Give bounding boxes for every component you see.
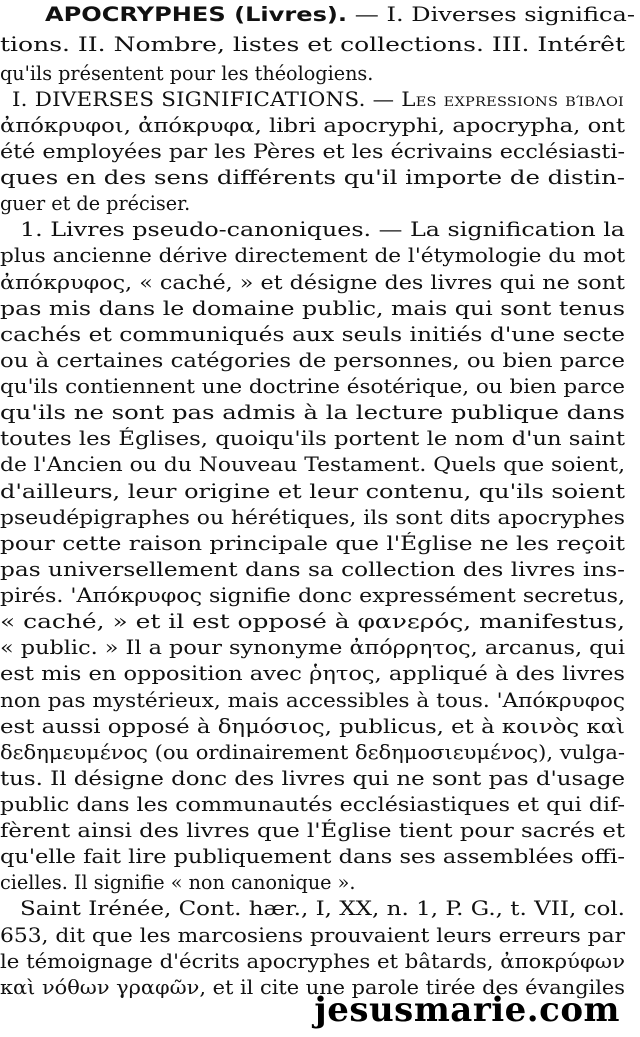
text-line: I. DIVERSES SIGNIFICATIONS. — Les expressions βίβλοι [12, 88, 624, 111]
text-line: d'ailleurs, leur origine et leur contenu, qu'ils soient [0, 480, 625, 503]
text-line: pour cette raison principale que l'Église ne les reçoit [0, 532, 625, 555]
text-line: δεδημευμένος (ou ordinairement δεδημοσιευμένος), vulga- [0, 741, 625, 764]
text-line: de l'Ancien ou du Nouveau Testament. Quels que soient, [0, 453, 625, 476]
text-line: ou à certaines catégories de personnes, ou bien parce [0, 349, 625, 372]
text-line: fèrent ainsi des livres que l'Église tient pour sacrés et [0, 819, 625, 842]
text-line: qu'ils contiennent une doctrine ésotérique, ou bien parce [0, 375, 625, 398]
text-line: 653, dit que les marcosiens prouvaient leurs erreurs par [0, 924, 625, 947]
text-line: Saint Irénée, Cont. hær., I, XX, n. 1, P. G., t. VII, col. [20, 897, 625, 920]
text-line: pseudépigraphes ou hérétiques, ils sont dits apocryphes [0, 506, 625, 529]
text-line: tus. Il désigne donc des livres qui ne sont pas d'usage [0, 767, 625, 790]
text-line: toutes les Églises, quoiqu'ils portent le nom d'un saint [0, 427, 625, 450]
text-line: « caché, » et il est opposé à φανερός, manifestus, [0, 610, 625, 633]
text-line: καὶ νόθων γραφῶν, et il cite une parole tirée des évangiles [0, 976, 625, 999]
text-line: pirés. 'Απόκρυφος signifie donc expressément secretus, [0, 584, 625, 607]
watermark: jesusmarie.com [314, 990, 620, 1030]
text-line: cielles. Il signifie « non canonique ». [0, 871, 356, 894]
text-line: été employées par les Pères et les écrivains ecclésiasti- [0, 140, 625, 163]
text-line: ques en des sens différents qu'il importe de distin- [0, 166, 625, 189]
text-line: est mis en opposition avec ῥητος, appliqué à des livres [0, 662, 625, 685]
text-line: guer et de préciser. [0, 192, 191, 215]
text-line: qu'ils présentent pour les théologiens. [0, 62, 374, 85]
text-line: non pas mystérieux, mais accessibles à tous. 'Απόκρυφος [0, 689, 625, 712]
text-line: pas universellement dans sa collection des livres ins- [0, 558, 625, 581]
text-line: tions. II. Nombre, listes et collections. III. Intérêt [0, 33, 625, 56]
text-line: « public. » Il a pour synonyme ἀπόρρητος, arcanus, qui [0, 636, 625, 659]
text-line: public dans les communautés ecclésiastiques et qui dif- [0, 793, 625, 816]
text-line: est aussi opposé à δημόσιος, publicus, et à κοινὸς καὶ [0, 715, 625, 738]
article-title: APOCRYPHES (Livres). — I. Diverses significa- [45, 3, 635, 26]
text-line: cachés et communiqués aux seuls initiés d'une secte [0, 323, 625, 346]
text-line: ἀπόκρυφος, « caché, » et désigne des livres qui ne sont [0, 271, 625, 294]
text-line: qu'elle fait lire publiquement dans ses assemblées offi- [0, 845, 625, 868]
text-line: qu'ils ne sont pas admis à la lecture publique dans [0, 401, 625, 424]
text-line: le témoignage d'écrits apocryphes et bâtards, ἀποκρύφων [0, 950, 625, 973]
text-line: plus ancienne dérive directement de l'étymologie du mot [0, 244, 626, 267]
text-line: pas mis dans le domaine public, mais qui sont tenus [0, 297, 625, 320]
text-line: ἀπόκρυφοι, ἀπόκρυφα, libri apocryphi, apocrypha, ont [0, 114, 625, 137]
text-line [45, 0, 640, 30]
text-line: 1. Livres pseudo-canoniques. — La signification la [20, 218, 625, 241]
